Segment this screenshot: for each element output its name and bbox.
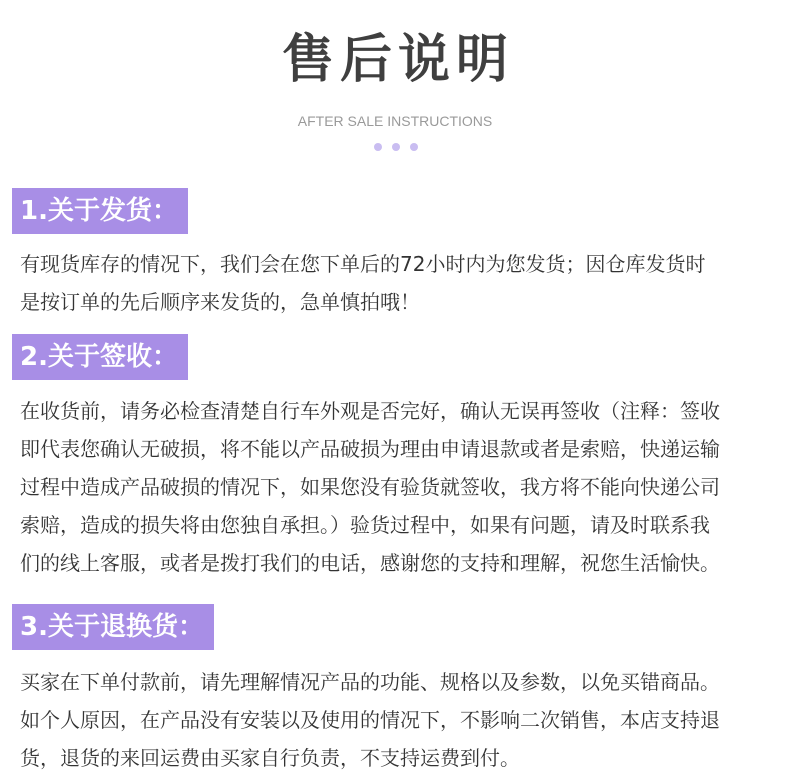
section-line: 有现货库存的情况下，我们会在您下单后的72小时内为您发货；因仓库发货时 [20,252,706,276]
section-heading-receipt: 2.关于签收： [12,334,188,380]
section-heading-returns: 3.关于退换货： [12,604,214,650]
title-wrap [0,28,790,92]
page-header [0,0,790,170]
section-line: 买家在下单付款前，请先理解情况产品的功能、规格以及参数，以免买错商品。 [20,670,720,694]
section-heading-shipping: 1.关于发货： [12,188,188,234]
section-body-shipping [20,245,782,321]
section-line: 们的线上客服，或者是拨打我们的电话，感谢您的支持和理解，祝您生活愉快。 [20,551,720,575]
section-line: 索赔，造成的损失将由您独自承担。）验货过程中，如果有问题，请及时联系我 [20,513,710,537]
section-line: 货，退货的来回运费由买家自行负责，不支持运费到付。 [20,746,520,770]
section-line: 如个人原因，在产品没有安装以及使用的情况下，不影响二次销售，本店支持退 [20,708,720,732]
dot-icon [410,143,418,151]
dot-icon [374,143,382,151]
page-title-text: 售后说明 [281,30,514,90]
section-line: 是按订单的先后顺序来发货的，急单慎拍哦！ [20,290,420,314]
section-line: 即代表您确认无破损，将不能以产品破损为理由申请退款或者是索赔，快递运输 [20,437,720,461]
section-line: 在收货前，请务必检查清楚自行车外观是否完好，确认无误再签收（注释：签收 [20,399,720,423]
dot-icon [392,143,400,151]
decorative-dots [372,143,422,151]
section-line: 过程中造成产品破损的情况下，如果您没有验货就签收，我方将不能向快递公司 [20,475,720,499]
section-body-returns [20,663,782,777]
section-body-receipt [20,392,782,582]
page-title [276,28,514,92]
page-subtitle: AFTER SALE INSTRUCTIONS [297,113,493,129]
